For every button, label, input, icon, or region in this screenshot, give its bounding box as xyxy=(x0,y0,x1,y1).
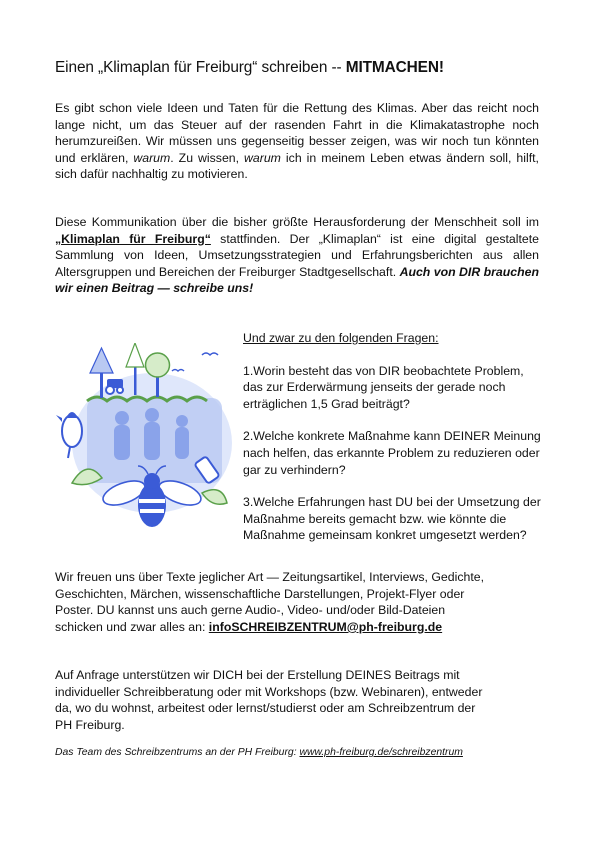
title-emphasis: MITMACHEN! xyxy=(345,59,444,76)
communication-paragraph xyxy=(55,214,539,297)
title-text: Einen „Klimaplan für Freiburg“ schreiben -- xyxy=(55,59,346,76)
footer xyxy=(55,747,463,758)
intro-text-3: ich in meinem Leben etwas ändern soll, hilft, sich dafür nachhaltig zu motivieren. xyxy=(55,150,539,182)
intro-paragraph xyxy=(55,100,539,183)
climate-illustration xyxy=(52,343,242,538)
communication-call-to-action: Auch von DIR brauchen wir einen Beitrag — schreibe uns! xyxy=(55,264,539,296)
footer-text: Das Team des Schreibzentrums an der PH Freiburg: xyxy=(55,747,300,758)
communication-text-2: stattfinden. Der „Klimaplan“ ist eine digital gestaltete Sammlung von Ideen, Umsetzungsstrategien und Erfahrungsberichten aus allen Altersgruppen und Bereichen der Freiburger Stadtgesellschaft. xyxy=(55,231,539,279)
intro-text-2: . Zu wissen, xyxy=(170,150,245,165)
support-paragraph: Auf Anfrage unterstützen wir DICH bei der Erstellung DEINES Beitrags mit individueller Schreibberatung oder mit Workshops (bzw. Webinaren), entweder da, wo du wohnst, arbeitest oder lernst/studierst oder am Schreibzentrum der PH Freiburg. xyxy=(55,668,483,732)
klimaplan-link[interactable]: „Klimaplan für Freiburg“ xyxy=(55,231,211,246)
intro-emphasis-2: warum xyxy=(244,150,281,165)
question-3: 3.Welche Erfahrungen hast DU bei der Umsetzung der Maßnahme bereits gemacht bzw. wie könnte die Maßnahme gemeinsam konkret umgesetzt werden? xyxy=(243,495,541,543)
formats-text: Wir freuen uns über Texte jeglicher Art — Zeitungsartikel, Interviews, Gedichte, Geschichten, Märchen, wissenschaftliche Darstellungen, Projekt-Flyer oder Poster. DU kannst uns auch gerne Audio-, Video- und/oder Bild-Dateien schicken und zwar alles an: xyxy=(55,570,484,634)
questions-block xyxy=(243,330,543,560)
page-title xyxy=(55,59,555,77)
website-link[interactable]: www.ph-freiburg.de/schreibzentrum xyxy=(299,747,463,758)
questions-heading: Und zwar zu den folgenden Fragen: xyxy=(243,331,439,345)
question-1: 1.Worin besteht das von DIR beobachtete Problem, das zur Erderwärmung jenseits der gerade noch erträglichen 1,5 Grad beiträgt? xyxy=(243,363,524,411)
formats-paragraph xyxy=(55,569,495,635)
tractor-icon xyxy=(106,379,123,394)
intro-emphasis-1: warum xyxy=(133,150,171,165)
intro-text-1: Es gibt schon viele Ideen und Taten für die Rettung des Klimas. Aber das reicht noch lange nicht, um das Steuer auf der rasenden Fahrt in die Klimakatastrophe noch herumzureißen. Wir müssen uns gegenseitig besser zeigen, was wir noch tun könnten und erklären, xyxy=(55,101,539,165)
birds-icon xyxy=(172,353,218,371)
communication-text-1: Diese Kommunikation über die bisher größte Herausforderung der Menschheit soll im xyxy=(55,215,539,229)
question-2: 2.Welche konkrete Maßnahme kann DEINER Meinung nach helfen, das erkannte Problem zu reduzieren oder gar zu verhindern? xyxy=(243,429,541,477)
email-link[interactable]: infoSCHREIBZENTRUM@ph-freiburg.de xyxy=(208,619,443,634)
